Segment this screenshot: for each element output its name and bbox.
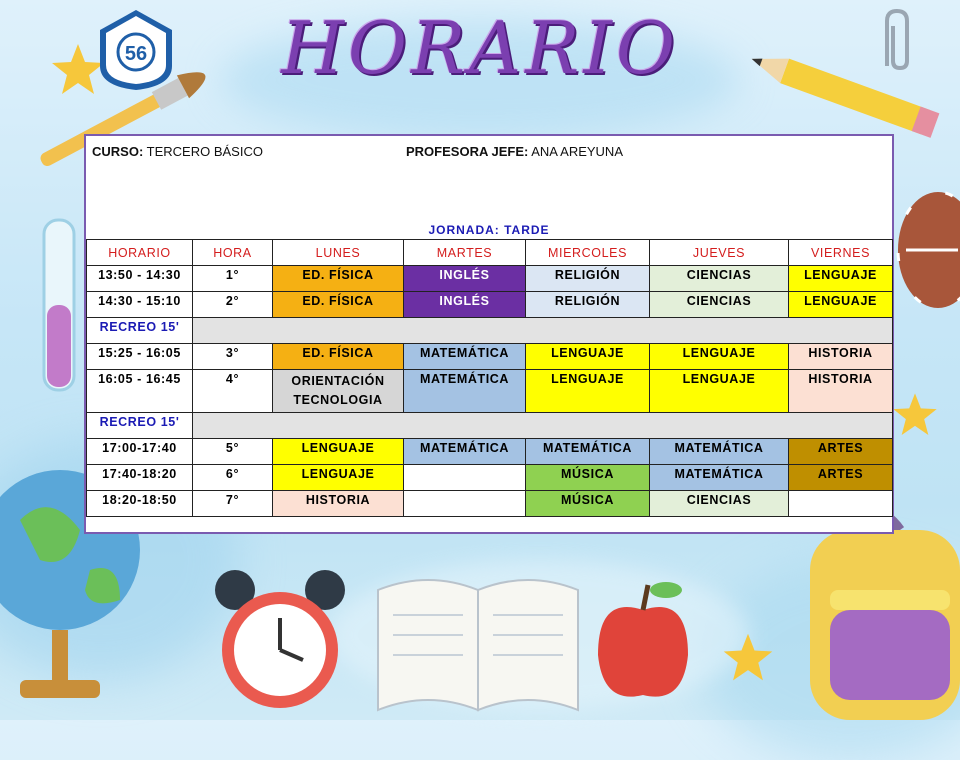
profesora-info (406, 144, 623, 159)
header-martes: MARTES (404, 240, 526, 266)
hour-cell: 4° (193, 370, 273, 413)
class-cell: LENGUAJE (789, 266, 893, 292)
class-cell: MÚSICA (526, 465, 650, 491)
recess-row (87, 318, 893, 344)
class-cell: LENGUAJE (650, 344, 789, 370)
hour-cell: 5° (193, 439, 273, 465)
class-cell: LENGUAJE (273, 439, 404, 465)
time-cell: 15:25 - 16:05 (87, 344, 193, 370)
recess-label: RECREO 15' (87, 413, 193, 439)
table-row (87, 292, 893, 318)
schedule-panel (84, 134, 894, 534)
hour-cell: 2° (193, 292, 273, 318)
class-cell: INGLÉS (404, 266, 526, 292)
curso-label: CURSO: (92, 144, 144, 159)
class-cell: ORIENTACIÓN TECNOLOGIA (273, 370, 404, 413)
header-miercoles: MIERCOLES (526, 240, 650, 266)
table-row (87, 439, 893, 465)
recess-band (193, 318, 893, 344)
time-cell: 17:00-17:40 (87, 439, 193, 465)
class-cell: ARTES (789, 465, 893, 491)
table-row (87, 491, 893, 517)
time-cell: 18:20-18:50 (87, 491, 193, 517)
curso-info (92, 144, 263, 159)
header-horario: HORARIO (87, 240, 193, 266)
hour-cell: 6° (193, 465, 273, 491)
class-cell: ARTES (789, 439, 893, 465)
curso-value: TERCERO BÁSICO (146, 144, 263, 159)
class-cell: LENGUAJE (526, 344, 650, 370)
schedule-table (86, 239, 893, 517)
profesora-value: ANA AREYUNA (531, 144, 623, 159)
class-cell: MATEMÁTICA (526, 439, 650, 465)
class-cell: CIENCIAS (650, 266, 789, 292)
class-cell: LENGUAJE (789, 292, 893, 318)
logo-number: 56 (124, 43, 148, 65)
jornada-label: JORNADA: TARDE (428, 223, 550, 237)
class-cell: HISTORIA (789, 344, 893, 370)
recess-row (87, 413, 893, 439)
time-cell: 16:05 - 16:45 (87, 370, 193, 413)
class-cell: RELIGIÓN (526, 292, 650, 318)
class-cell: MATEMÁTICA (650, 439, 789, 465)
time-cell: 13:50 - 14:30 (87, 266, 193, 292)
class-cell: CIENCIAS (650, 491, 789, 517)
class-cell: ED. FÍSICA (273, 344, 404, 370)
open-book-icon (368, 560, 588, 720)
class-cell: LENGUAJE (273, 465, 404, 491)
hour-cell: 1° (193, 266, 273, 292)
apple-icon (588, 575, 698, 715)
class-cell: RELIGIÓN (526, 266, 650, 292)
class-cell (404, 465, 526, 491)
class-cell: HISTORIA (789, 370, 893, 413)
class-cell: MATEMÁTICA (404, 439, 526, 465)
table-row (87, 344, 893, 370)
time-cell: 17:40-18:20 (87, 465, 193, 491)
table-row (87, 465, 893, 491)
recess-band (193, 413, 893, 439)
football-icon (888, 190, 960, 310)
table-header-row (87, 240, 893, 266)
header-jueves: JUEVES (650, 240, 789, 266)
class-cell: LENGUAJE (526, 370, 650, 413)
class-cell: MATEMÁTICA (404, 344, 526, 370)
class-cell: MATEMÁTICA (404, 370, 526, 413)
star-icon (720, 630, 776, 686)
hour-cell: 3° (193, 344, 273, 370)
header-lunes: LUNES (273, 240, 404, 266)
recess-label: RECREO 15' (87, 318, 193, 344)
time-cell: 14:30 - 15:10 (87, 292, 193, 318)
class-cell (404, 491, 526, 517)
class-cell: HISTORIA (273, 491, 404, 517)
alarm-clock-icon (205, 560, 355, 720)
profesora-label: PROFESORA JEFE: (406, 144, 529, 159)
class-cell: LENGUAJE (650, 370, 789, 413)
table-row (87, 370, 893, 413)
class-cell: ED. FÍSICA (273, 292, 404, 318)
class-cell: ED. FÍSICA (273, 266, 404, 292)
hour-cell: 7° (193, 491, 273, 517)
table-row (87, 266, 893, 292)
class-cell (789, 491, 893, 517)
class-cell: INGLÉS (404, 292, 526, 318)
class-cell: CIENCIAS (650, 292, 789, 318)
star-icon (890, 390, 940, 440)
page-title: HORARIO (281, 6, 679, 90)
class-cell: MATEMÁTICA (650, 465, 789, 491)
class-cell: MÚSICA (526, 491, 650, 517)
header-viernes: VIERNES (789, 240, 893, 266)
header-hora: HORA (193, 240, 273, 266)
